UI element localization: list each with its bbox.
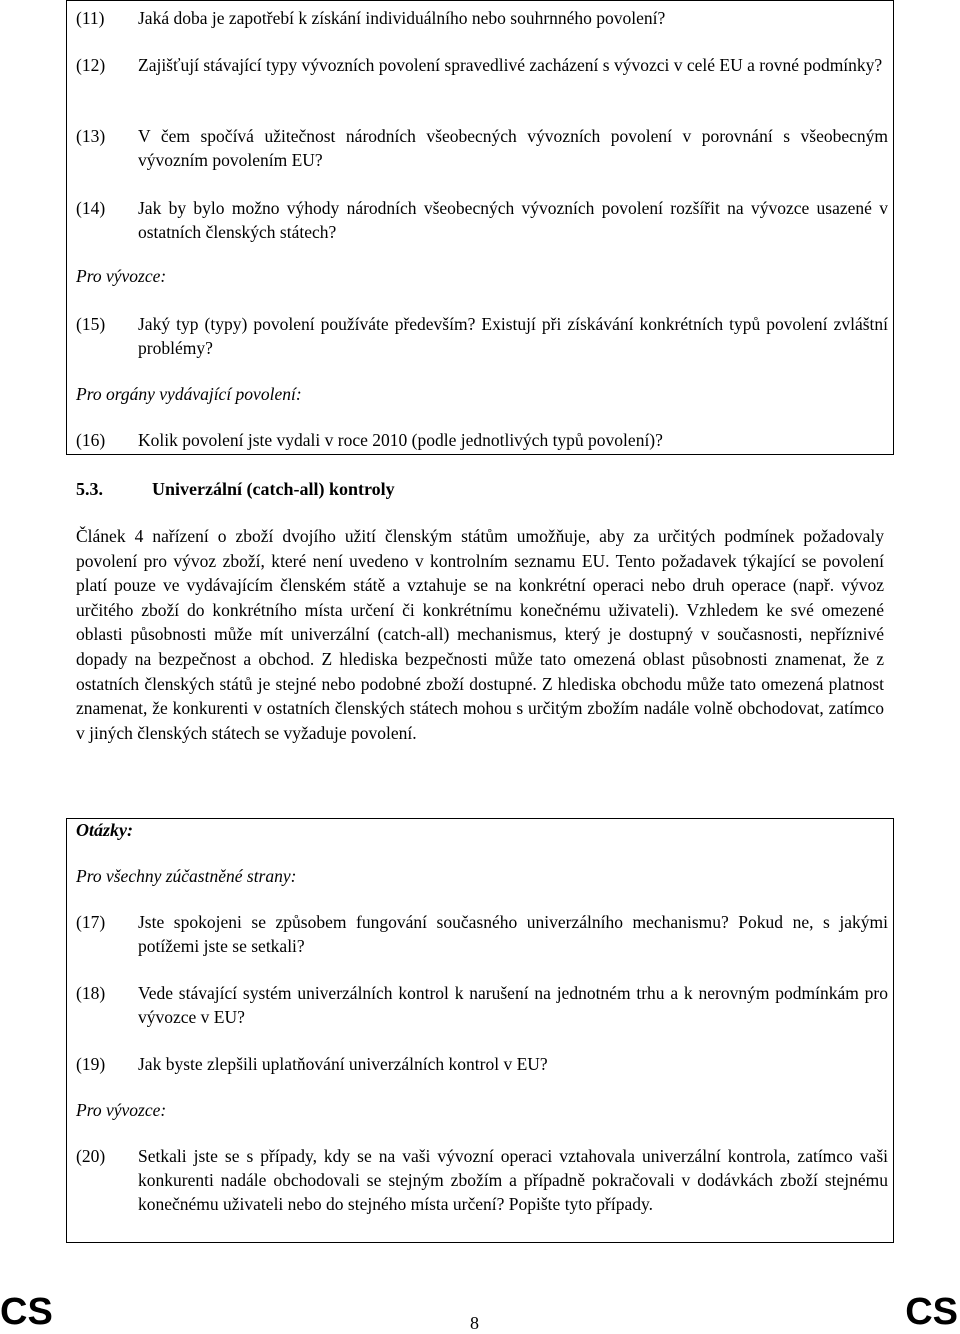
question-number: (14)	[76, 198, 106, 218]
question-number: (12)	[76, 55, 106, 75]
question-19	[76, 1052, 888, 1076]
subheading-exporters-2: Pro vývozce:	[76, 1100, 167, 1120]
page-number: 8	[470, 1313, 479, 1333]
question-text: Jak byste zlepšili uplatňování univerzálních kontrol v EU?	[138, 1054, 548, 1074]
question-text: Jak by bylo možno výhody národních všeobecných vývozních povolení rozšířit na vývozce usazené v ostatních členských státech?	[138, 198, 888, 242]
question-number: (13)	[76, 126, 106, 146]
question-text: Vede stávající systém univerzálních kontrol k narušení na jednotném trhu a k nerovným podmínkám pro vývozce v EU?	[138, 983, 888, 1027]
question-text: Zajišťují stávající typy vývozních povolení spravedlivé zacházení s vývozci v celé EU a rovné podmínky?	[138, 55, 883, 75]
section-heading	[76, 477, 395, 501]
question-number: (16)	[76, 430, 106, 450]
question-20	[76, 1144, 888, 1216]
question-text: Jaký typ (typy) povolení používáte především? Existují při získávání konkrétních typů povolení zvláštní problémy?	[138, 314, 888, 358]
question-16	[76, 428, 888, 452]
question-12	[76, 53, 888, 77]
question-18	[76, 981, 888, 1029]
question-text: Jaká doba je zapotřebí k získání individuálního nebo souhrnného povolení?	[138, 8, 666, 28]
subheading-all-parties: Pro všechny zúčastněné strany:	[76, 866, 297, 886]
question-11	[76, 6, 888, 30]
question-15	[76, 312, 888, 360]
question-17	[76, 910, 888, 958]
footer-language-code-right: CS	[905, 1291, 958, 1333]
subheading-exporters: Pro vývozce:	[76, 266, 167, 286]
subheading-authorities: Pro orgány vydávající povolení:	[76, 384, 302, 404]
question-13	[76, 124, 888, 172]
section-title: Univerzální (catch-all) kontroly	[152, 479, 395, 499]
section-number: 5.3.	[76, 479, 103, 499]
question-number: (18)	[76, 983, 106, 1003]
question-text: Kolik povolení jste vydali v roce 2010 (podle jednotlivých typů povolení)?	[138, 430, 663, 450]
question-number: (15)	[76, 314, 106, 334]
question-number: (17)	[76, 912, 106, 932]
section-paragraph: Článek 4 nařízení o zboží dvojího užití členským státům umožňuje, aby za určitých podmínek požadovaly povolení pro vývoz zboží, které není uvedeno v kontrolním seznamu EU. Tento požadavek týkající se povolení platí pouze ve vydávajícím členském státě a vztahuje se na konkrétní operaci nebo druh operace (např. vývoz určitého zboží do konkrétního místa určení či konkrétnímu konečnému uživateli). Vzhledem ke své omezené oblasti působnosti může mít univerzální (catch-all) mechanismus, který je dostupný v současnosti, nepříznivé dopady na bezpečnost a obchod. Z hlediska bezpečnosti může tato omezená oblast působnosti znamenat, že z ostatních členských států je stejné nebo podobné zboží dostupné. Z hlediska obchodu může tato omezená platnost znamenat, že konkurenti v ostatních členských státech mohou s určitým zbožím nadále volně obchodovat, zatímco v jiných členských státech se vyžaduje povolení.	[76, 526, 884, 743]
questions-heading: Otázky:	[76, 820, 133, 840]
question-number: (19)	[76, 1054, 106, 1074]
footer-language-code-left: CS	[0, 1291, 53, 1333]
question-text: Jste spokojeni se způsobem fungování současného univerzálního mechanismu? Pokud ne, s jakými potížemi jste se setkali?	[138, 912, 888, 956]
question-text: Setkali jste se s případy, kdy se na vaši vývozní operaci vztahovala univerzální kontrola, zatímco vaši konkurenti nadále obchodovali se stejným zbožím a případně pokračovali v dodávkách zboží stejnému konečnému uživateli nebo do stejného místa určení? Popište tyto případy.	[138, 1146, 888, 1214]
question-number: (11)	[76, 8, 105, 28]
question-text: V čem spočívá užitečnost národních všeobecných vývozních povolení v porovnání s všeobecným vývozním povolením EU?	[138, 126, 888, 170]
question-number: (20)	[76, 1146, 106, 1166]
question-14	[76, 196, 888, 244]
